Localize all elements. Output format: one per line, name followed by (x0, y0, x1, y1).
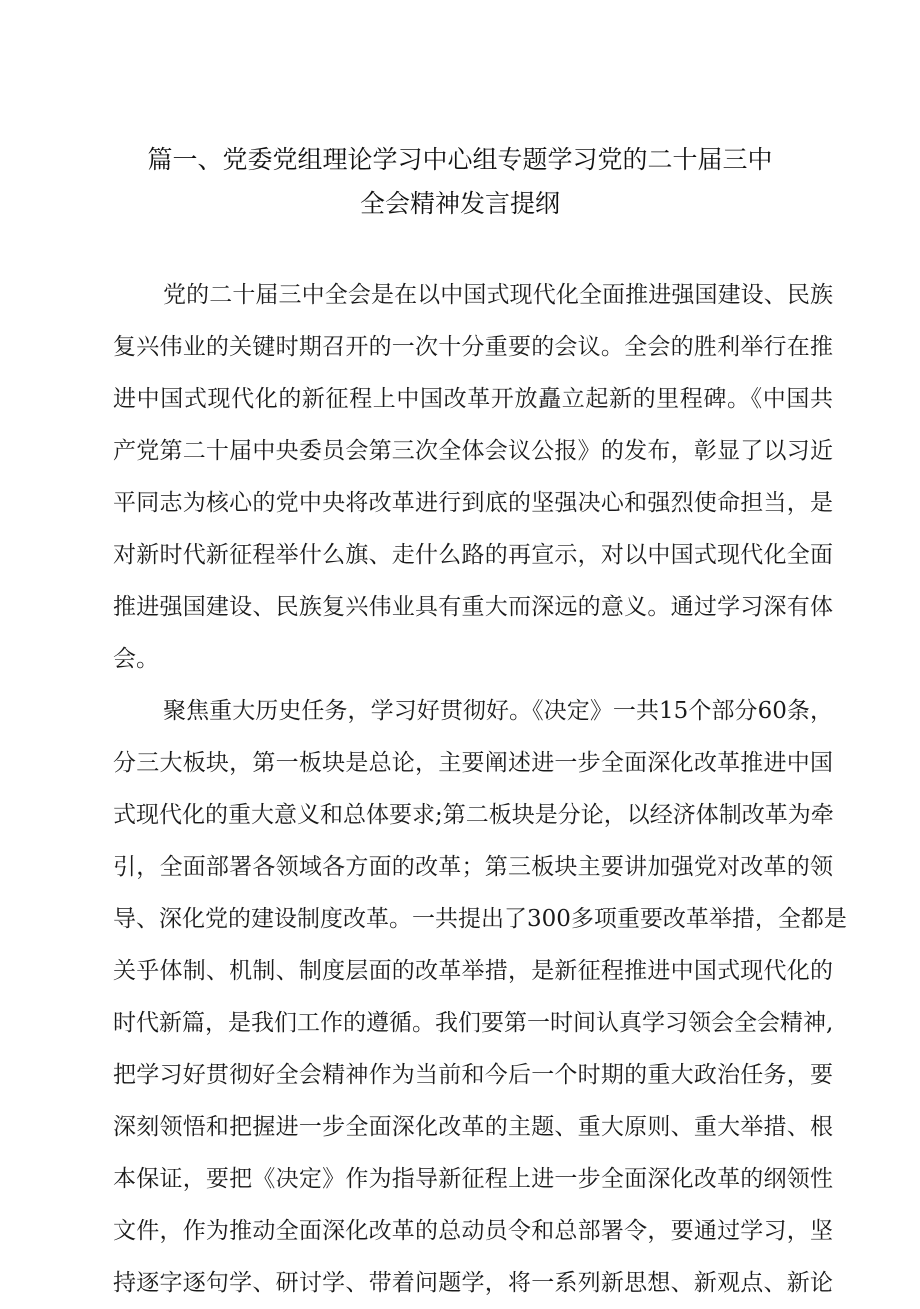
paragraph-line: 本保证，要把《决定》作为指导新征程上进一步全面深化改革的纲领性 (113, 1166, 833, 1192)
paragraph-line: 关乎体制、机制、制度层面的改革举措，是新征程推进中国式现代化的 (113, 958, 833, 984)
paragraph-line: 对新时代新征程举什么旗、走什么路的再宣示，对以中国式现代化全面 (113, 542, 833, 568)
paragraph-line: 进中国式现代化的新征程上中国改革开放矗立起新的里程碑。《中国共 (113, 386, 833, 412)
paragraph-line: 持逐字逐句学、研讨学、带着问题学，将一系列新思想、新观点、新论 (113, 1270, 833, 1296)
paragraph-line: 式现代化的重大意义和总体要求;第二板块是分论，以经济体制改革为牵 (113, 802, 834, 828)
paragraph-line: 导、深化党的建设制度改革。一共提出了300多项重要改革举措，全都是 (113, 906, 847, 932)
paragraph-line: 复兴伟业的关键时期召开的一次十分重要的会议。全会的胜利举行在推 (113, 334, 833, 360)
document-title-line-1: 篇一、党委党组理论学习中心组专题学习党的二十届三中 (147, 145, 773, 174)
paragraph-line: 分三大板块，第一板块是总论，主要阐述进一步全面深化改革推进中国 (113, 750, 833, 776)
paragraph-line: 平同志为核心的党中央将改革进行到底的坚强决心和强烈使命担当，是 (113, 490, 833, 516)
paragraph-line: 引，全面部署各领域各方面的改革；第三板块主要讲加强党对改革的领 (113, 854, 833, 880)
paragraph-line: 聚焦重大历史任务，学习好贯彻好。《决定》一共15个部分60条， (163, 698, 833, 724)
paragraph-line: 推进强国建设、民族复兴伟业具有重大而深远的意义。通过学习深有体 (113, 594, 833, 620)
paragraph-line: 文件，作为推动全面深化改革的总动员令和总部署令，要通过学习，坚 (113, 1218, 833, 1244)
paragraph-line: 把学习好贯彻好全会精神作为当前和今后一个时期的重大政治任务，要 (113, 1062, 833, 1088)
paragraph-line: 时代新篇，是我们工作的遵循。我们要第一时间认真学习领会全会精神, (113, 1010, 834, 1036)
document-title-line-2: 全会精神发言提纲 (359, 189, 560, 218)
paragraph-line: 会。 (113, 646, 159, 672)
paragraph-line: 产党第二十届中央委员会第三次全体会议公报》的发布，彰显了以习近 (113, 438, 833, 464)
paragraph-line: 深刻领悟和把握进一步全面深化改革的主题、重大原则、重大举措、根 (113, 1114, 833, 1140)
paragraph-line: 党的二十届三中全会是在以中国式现代化全面推进强国建设、民族 (163, 282, 833, 308)
